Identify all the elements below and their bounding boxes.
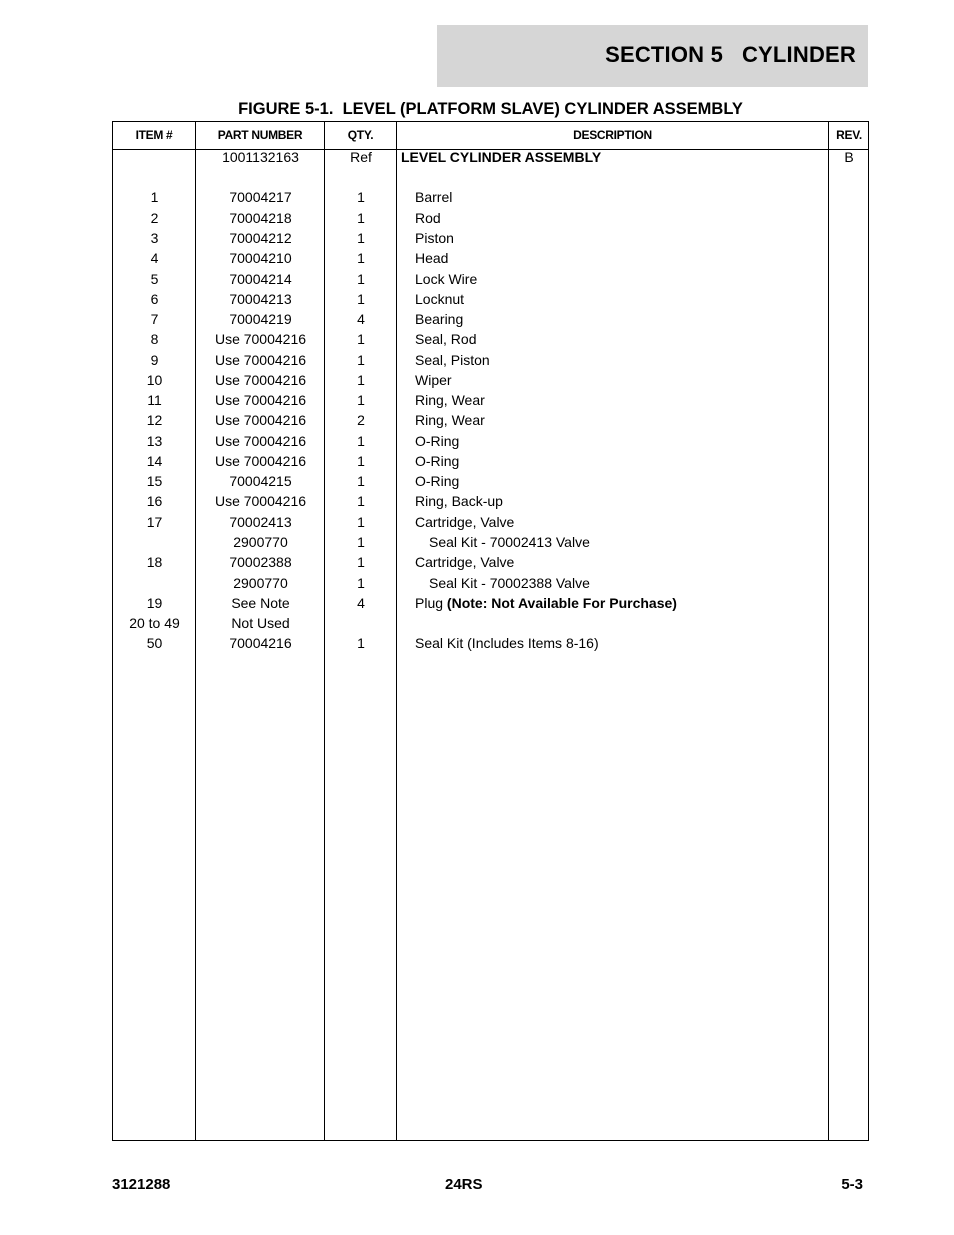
parts-table bbox=[112, 121, 869, 1141]
part-number: 70004212 bbox=[229, 230, 292, 246]
quantity: 1 bbox=[357, 230, 365, 246]
description-text: Seal Kit - 70002413 Valve bbox=[429, 534, 590, 550]
quantity: 1 bbox=[357, 392, 365, 408]
table-row bbox=[113, 633, 868, 653]
header-description: DESCRIPTION bbox=[573, 128, 652, 142]
description bbox=[401, 410, 835, 430]
quantity: 1 bbox=[357, 514, 365, 530]
description bbox=[401, 269, 835, 289]
quantity: 2 bbox=[357, 412, 365, 428]
description bbox=[401, 431, 835, 451]
description bbox=[401, 633, 835, 653]
part-number: See Note bbox=[231, 595, 290, 611]
item-number: 19 bbox=[146, 595, 163, 611]
footer-doc-number: 3121288 bbox=[112, 1176, 171, 1193]
footer-model: 24RS bbox=[445, 1176, 483, 1193]
description bbox=[401, 147, 821, 167]
part-number: Use 70004216 bbox=[214, 372, 307, 388]
table-row bbox=[113, 431, 868, 451]
table-row bbox=[113, 309, 868, 329]
description-text: LEVEL CYLINDER ASSEMBLY bbox=[401, 149, 602, 165]
part-number: 2900770 bbox=[233, 534, 288, 550]
item-number: 4 bbox=[150, 250, 159, 266]
quantity: 1 bbox=[357, 635, 365, 651]
table-row bbox=[113, 451, 868, 471]
table-row bbox=[113, 228, 868, 248]
part-number: 70004210 bbox=[229, 250, 292, 266]
item-number: 9 bbox=[150, 352, 159, 368]
table-row bbox=[113, 552, 868, 572]
description bbox=[401, 309, 835, 329]
figure-title: FIGURE 5-1. LEVEL (PLATFORM SLAVE) CYLINDER ASSEMBLY bbox=[238, 100, 743, 118]
description-text: O-Ring bbox=[415, 473, 460, 489]
description-text: Seal Kit - 70002388 Valve bbox=[429, 575, 590, 591]
item-number: 12 bbox=[146, 412, 163, 428]
description bbox=[401, 289, 835, 309]
quantity: 1 bbox=[357, 433, 365, 449]
header-rev: REV. bbox=[836, 128, 862, 142]
quantity: 1 bbox=[357, 575, 365, 591]
part-number: 70004216 bbox=[229, 635, 292, 651]
description-text: Ring, Back-up bbox=[415, 493, 503, 509]
item-number: 13 bbox=[146, 433, 163, 449]
description-text: Bearing bbox=[415, 311, 464, 327]
description bbox=[401, 390, 835, 410]
description bbox=[401, 532, 849, 552]
description-text: Wiper bbox=[415, 372, 452, 388]
section-title: SECTION 5 CYLINDER bbox=[605, 42, 856, 67]
item-number: 7 bbox=[150, 311, 159, 327]
item-number: 1 bbox=[150, 189, 159, 205]
table-row bbox=[113, 410, 868, 430]
part-number: 2900770 bbox=[233, 575, 288, 591]
item-number: 18 bbox=[146, 554, 163, 570]
table-row bbox=[113, 269, 868, 289]
description-text: Seal, Rod bbox=[415, 331, 477, 347]
item-number: 50 bbox=[146, 635, 163, 651]
quantity: 1 bbox=[357, 189, 365, 205]
description-text: Locknut bbox=[415, 291, 465, 307]
description-text: Rod bbox=[415, 210, 441, 226]
part-number: Use 70004216 bbox=[214, 352, 307, 368]
part-number: 70002388 bbox=[229, 554, 292, 570]
description bbox=[401, 370, 835, 390]
table-row bbox=[113, 147, 868, 167]
table-row bbox=[113, 370, 868, 390]
table-row bbox=[113, 208, 868, 228]
quantity: 1 bbox=[357, 554, 365, 570]
header-item: ITEM # bbox=[135, 128, 173, 142]
table-row bbox=[113, 512, 868, 532]
table-row bbox=[113, 573, 868, 593]
description bbox=[401, 451, 835, 471]
part-number: 70004214 bbox=[229, 271, 292, 287]
quantity: 1 bbox=[357, 372, 365, 388]
table-row bbox=[113, 593, 868, 613]
table-row bbox=[113, 350, 868, 370]
description bbox=[401, 350, 835, 370]
header-part-number: PART NUMBER bbox=[217, 128, 303, 142]
item-number: 10 bbox=[146, 372, 163, 388]
table-row bbox=[113, 471, 868, 491]
description-text: Seal Kit (Includes Items 8-16) bbox=[415, 635, 599, 651]
part-number: Use 70004216 bbox=[214, 412, 307, 428]
table-row bbox=[113, 248, 868, 268]
quantity: 1 bbox=[357, 331, 365, 347]
part-number: Use 70004216 bbox=[214, 433, 307, 449]
item-number: 2 bbox=[150, 210, 159, 226]
item-number: 15 bbox=[146, 473, 163, 489]
table-row bbox=[113, 187, 868, 207]
description bbox=[401, 512, 835, 532]
item-number: 16 bbox=[146, 493, 163, 509]
description-text: O-Ring bbox=[415, 453, 460, 469]
description bbox=[401, 329, 835, 349]
quantity: 1 bbox=[357, 493, 365, 509]
description-text: Cartridge, Valve bbox=[415, 514, 515, 530]
description bbox=[401, 248, 835, 268]
quantity: 1 bbox=[357, 291, 365, 307]
quantity: 1 bbox=[357, 352, 365, 368]
quantity: 4 bbox=[357, 595, 365, 611]
description-text: Piston bbox=[415, 230, 454, 246]
part-number: 70004213 bbox=[229, 291, 292, 307]
part-number: 70004219 bbox=[229, 311, 292, 327]
table-row bbox=[113, 491, 868, 511]
description bbox=[401, 208, 835, 228]
description-text: Barrel bbox=[415, 189, 453, 205]
part-number: Use 70004216 bbox=[214, 453, 307, 469]
description-text: Cartridge, Valve bbox=[415, 554, 515, 570]
description bbox=[401, 552, 835, 572]
quantity: 1 bbox=[357, 271, 365, 287]
description-text: Ring, Wear bbox=[415, 412, 485, 428]
description-text: O-Ring bbox=[415, 433, 460, 449]
table-row bbox=[113, 532, 868, 552]
item-number: 3 bbox=[150, 230, 159, 246]
description-note: (Note: Not Available For Purchase) bbox=[446, 595, 677, 611]
item-number: 17 bbox=[146, 514, 163, 530]
part-number: 70004217 bbox=[229, 189, 292, 205]
revision: B bbox=[844, 149, 854, 165]
quantity: 1 bbox=[357, 534, 365, 550]
description bbox=[401, 471, 835, 491]
description bbox=[401, 187, 835, 207]
description bbox=[401, 491, 835, 511]
description-text: Head bbox=[415, 250, 449, 266]
quantity: 4 bbox=[357, 311, 365, 327]
header-qty: QTY. bbox=[347, 128, 374, 142]
table-row bbox=[113, 613, 868, 633]
part-number: 70004215 bbox=[229, 473, 292, 489]
item-number: 20 to 49 bbox=[129, 615, 180, 631]
item-number: 11 bbox=[147, 392, 162, 408]
part-number: Use 70004216 bbox=[214, 493, 307, 509]
item-number: 6 bbox=[150, 291, 159, 307]
description-text: Plug bbox=[415, 595, 444, 611]
footer-page-number: 5-3 bbox=[841, 1176, 863, 1193]
quantity: 1 bbox=[357, 453, 365, 469]
quantity: 1 bbox=[357, 210, 365, 226]
quantity: Ref bbox=[350, 149, 372, 165]
description-text: Lock Wire bbox=[415, 271, 478, 287]
item-number: 8 bbox=[150, 331, 159, 347]
section-header-box bbox=[437, 25, 868, 87]
description bbox=[401, 228, 835, 248]
description-text: Ring, Wear bbox=[415, 392, 485, 408]
description bbox=[401, 593, 835, 613]
item-number: 14 bbox=[146, 453, 163, 469]
description bbox=[401, 573, 849, 593]
description-text: Seal, Piston bbox=[415, 352, 490, 368]
table-row bbox=[113, 390, 868, 410]
part-number: Not Used bbox=[231, 615, 290, 631]
part-number: 70004218 bbox=[229, 210, 292, 226]
part-number: 1001132163 bbox=[222, 149, 299, 165]
table-row bbox=[113, 329, 868, 349]
part-number: Use 70004216 bbox=[214, 331, 307, 347]
quantity: 1 bbox=[357, 473, 365, 489]
item-number: 5 bbox=[150, 271, 159, 287]
part-number: 70002413 bbox=[229, 514, 292, 530]
quantity: 1 bbox=[357, 250, 365, 266]
table-row bbox=[113, 289, 868, 309]
part-number: Use 70004216 bbox=[214, 392, 307, 408]
